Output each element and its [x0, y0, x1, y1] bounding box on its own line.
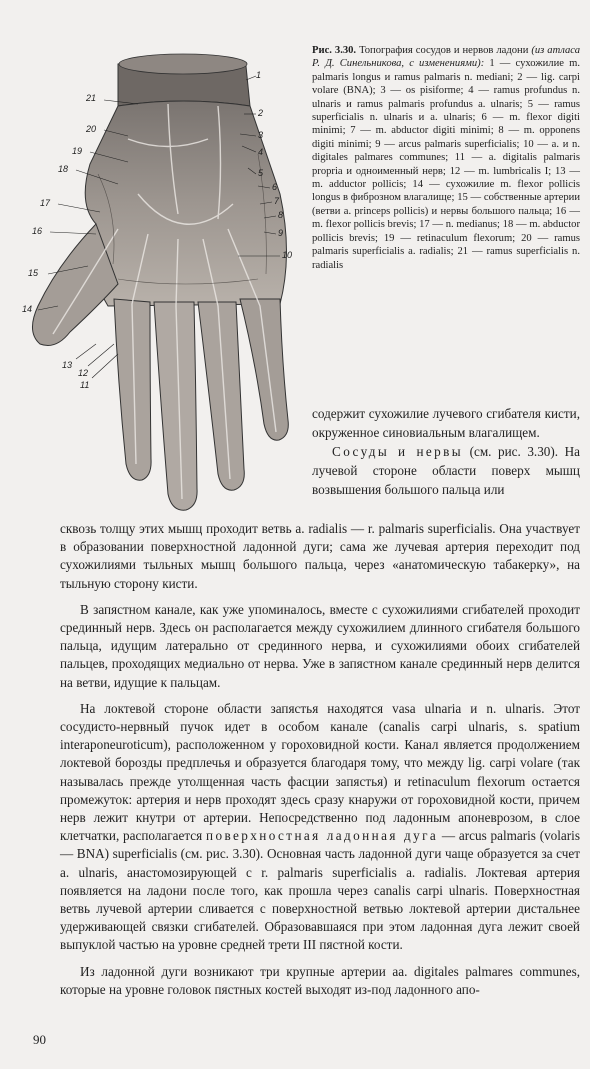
figure-label: 1 — [256, 70, 262, 80]
palm — [85, 101, 286, 306]
figure-label: 19 — [72, 146, 83, 156]
figure-label: 9 — [278, 228, 284, 238]
figure-label: 17 — [40, 198, 51, 208]
figure-label: 14 — [22, 304, 33, 314]
figure-label: 20 — [86, 124, 97, 134]
side-column-text — [312, 404, 580, 499]
figure-label: 3 — [258, 130, 264, 140]
figure-label: 11 — [80, 380, 90, 390]
figure-label: 15 — [28, 268, 39, 278]
figure-label: 8 — [278, 210, 284, 220]
paragraph: В запястном канале, как уже упоминалось, вместе с сухожилиями сгибателей проходит срединный нерв. Здесь он располагается между сухожилием длинного сгибателя большого пальца, идущим латерально от срединного нерва, и сухожилиями обоих сгибателей пальцев, проходящих медиально от нерва. Уже в запястном канале срединный нерв делится на ветви, идущие к пальцам. — [60, 601, 580, 690]
emphasized-term: поверхностная ладонная дуга — [206, 828, 439, 844]
paragraph: (см. рис. 3.30). На лучевой стороне области поверх мышц возвышения большого пальца или — [312, 444, 580, 497]
figure-label: 13 — [62, 360, 73, 370]
caption-title-text: Топография сосудов и нервов ладони — [359, 45, 529, 56]
figure-label: 5 — [258, 168, 264, 178]
section-heading: Сосуды и нервы — [332, 444, 464, 459]
caption-title: Рис. 3.30. — [312, 45, 357, 56]
paragraph: На локтевой стороне области запястья находятся vasa ulnaria и n. ulnaris. Этот сосудисто-нервный пучок идет в особом канале (canalis carpi ulnaris, s. spatium interaponeuroticum), расположенном у гороховидной кости. Канал является продолжением локтевой борозды предплечья и образуется благодаря тому, что между lig. carpi volare (так называлась прежде утолщенная часть фасции запястья) и retinaculum flexorum остается промежуток: артерия и нерв проходят здесь сразу кнаружи от гороховидной кости, причем нерв лежит кнутри от артерии. Непосредственно под ладонным апоневрозом, в слое клетчатки, располагается поверхностная ладонная дуга — arcus palmaris (volaris — BNA) superficialis (см. рис. 3.30). Основная часть ладонной дуги чаще образуется за счет a. ulnaris, анастомозирующей с r. palmaris superficialis a. radialis. Локтевая артерия появляется на ладони после того, как прошла через canalis carpi ulnaris. Поверхностная ветвь лучевой артерии сливается с поверхностной ветвью локтевой артерии дистальнее удерживающей связки сгибателей. Образовавшаяся при этом ладонная дуга лежит своей выпуклой частью на уровне средней трети III пястной кости. — [60, 700, 580, 953]
hand-illustration — [18, 44, 308, 514]
figure-label: 10 — [282, 250, 293, 260]
middle-finger — [154, 302, 197, 510]
paragraph: Из ладонной дуги возникают три крупные артерии aa. digitales palmares communes, которые на уровне головок пястных костей выходят из-под ладонного апо- — [60, 963, 580, 997]
main-text — [60, 520, 580, 999]
figure-caption — [312, 44, 580, 272]
hand-anatomy-figure — [18, 44, 308, 514]
page-number: 90 — [33, 1032, 46, 1047]
caption-legend: 1 — сухожилие m. palmaris longus и ramus palmaris n. mediani; 2 — lig. carpi volare (BNA); 3 — os pisiforme; 4 — ramus profundus n. ulnaris и ramus palmaris profundus a. ulnaris; 5 — ramus superficialis n. ulnaris и a. ulnaris; 6 — m. flexor digiti minimi; 7 — m. abductor digiti minimi; 8 — m. opponens digiti minimi; 9 — arcus palmaris superficialis; 10 — a. и n. digitales palmares communes; 11 — a. digitalis palmaris propria и одноименный нерв; 12 — m. lumbricalis I; 13 — m. adductor pollicis; 14 — сухожилие m. flexor pollicis longus в фиброзном влагалище; 15 — собственные артерии (ветви a. princeps pollicis) и нервы большого пальца; 16 — m. flexor pollicis brevis; 17 — n. medianus; 18 — m. abductor pollicis brevis; 19 — retinaculum flexorum; 20 — ramus palmaris superficialis a. radialis; 21 — ramus superficialis n. radialis — [312, 58, 580, 271]
figure-label: 18 — [58, 164, 69, 174]
figure-label: 21 — [86, 93, 97, 103]
figure-label: 6 — [272, 182, 278, 192]
paragraph: содержит сухожилие лучевого сгибателя кисти, окруженное синовиальным влагалищем. — [312, 406, 580, 440]
figure-label: 16 — [32, 226, 43, 236]
caption-source: (из атласа Р. Д. Синельникова, с изменениями): — [312, 45, 581, 70]
figure-label: 7 — [274, 196, 280, 206]
figure-label: 2 — [258, 108, 264, 118]
figure-label: 12 — [78, 368, 89, 378]
little-finger — [240, 299, 288, 440]
ring-finger — [198, 302, 244, 490]
paragraph: сквозь толщу этих мышц проходит ветвь a. radialis — r. palmaris superficialis. Она участвует в образовании поверхностной ладонной дуги; сама же лучевая артерия переходит под сухожилиями тыльных мышц большого пальца, через «анатомическую табакерку», на тыльную сторону кисти. — [60, 521, 580, 591]
figure-label: 4 — [258, 147, 264, 157]
